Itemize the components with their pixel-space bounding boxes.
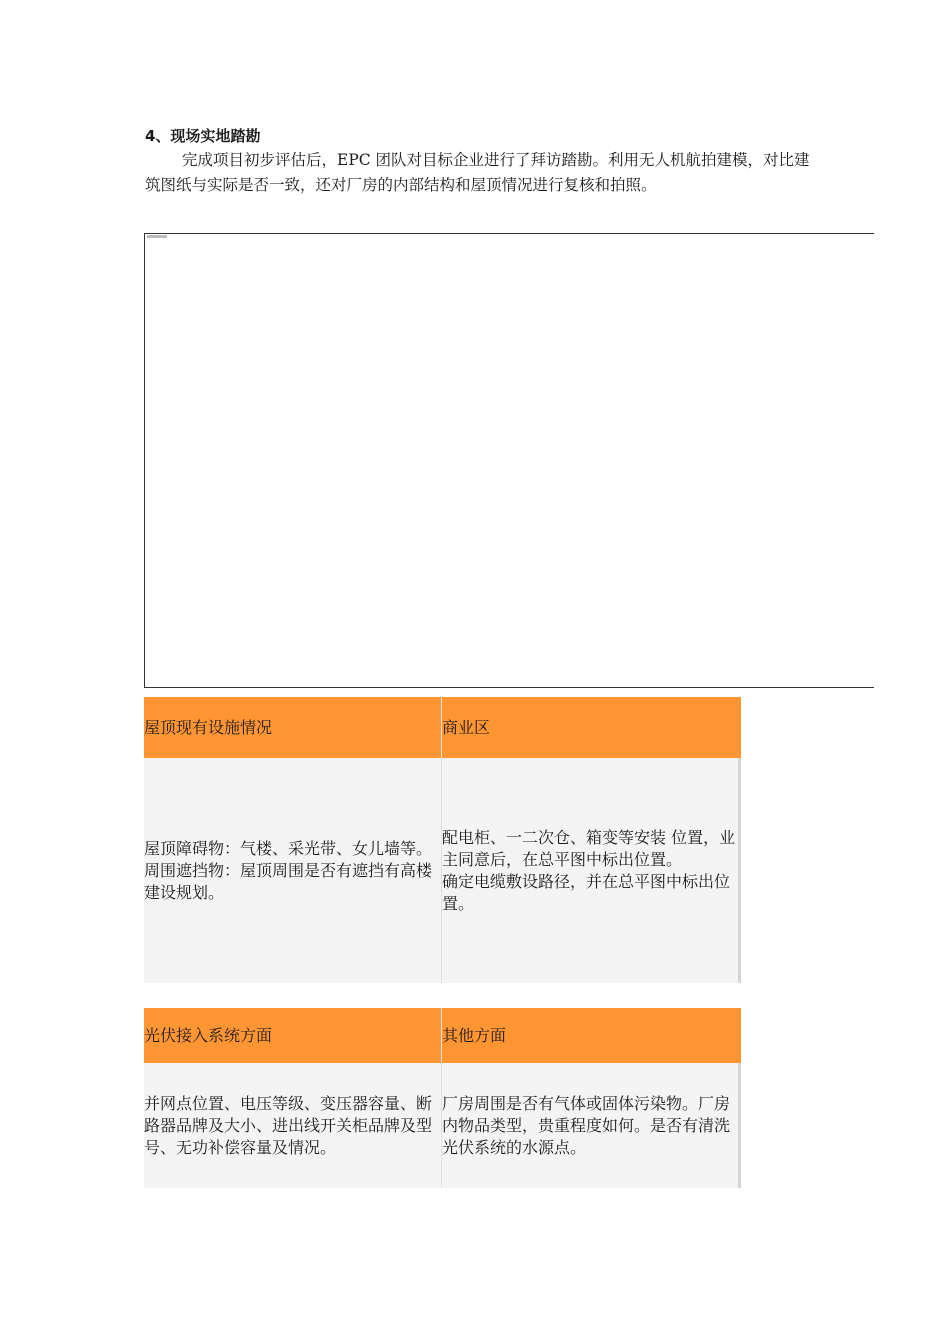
table-header-row <box>144 1008 741 1063</box>
header-cell-other: 其他方面 <box>441 1008 741 1063</box>
table-row <box>144 1063 741 1188</box>
grid-point-text: 并网点位置、电压等级、变压器容量、断路器品牌及大小、进出线开关柜品牌及型号、无功补偿容量及情况。 <box>144 1093 433 1157</box>
equipment-location-text: 配电柜、一二次仓、箱变等安装 位置，业主同意后，在总平图中标出位置。 <box>442 827 736 869</box>
rooftop-obstacles-text: 屋顶障碍物：气楼、采光带、女儿墙等。 <box>144 838 433 858</box>
rooftop-survey-table <box>144 697 741 983</box>
survey-image-placeholder <box>144 233 874 688</box>
table-header-row <box>144 697 741 758</box>
cell-pv-access-details <box>144 1063 441 1188</box>
header-cell-pv-access: 光伏接入系统方面 <box>144 1008 441 1063</box>
surrounding-shading-text: 周围遮挡物：屋顶周围是否有遮挡有高楼建设规划。 <box>144 860 433 902</box>
table-row <box>144 758 741 983</box>
pollution-water-text: 厂房周围是否有气体或固体污染物。厂房内物品类型，贵重程度如何。是否有清洗光伏系统的水源点。 <box>442 1093 731 1157</box>
cell-commercial-details <box>441 758 741 983</box>
header-cell-commercial: 商业区 <box>441 697 741 758</box>
intro-paragraph: 完成项目初步评估后，EPC 团队对目标企业进行了拜访踏勘。利用无人机航拍建模，对比建筑图纸与实际是否一致，还对厂房的内部结构和屋顶情况进行复核和拍照。 <box>145 151 810 194</box>
cell-rooftop-details <box>144 758 441 983</box>
image-caption-mark <box>147 235 167 238</box>
cable-route-text: 确定电缆敷设路径，并在总平图中标出位置。 <box>442 871 731 913</box>
section-heading: 4、现场实地踏勘 <box>145 127 261 145</box>
grid-connection-table <box>144 1008 741 1188</box>
header-cell-rooftop: 屋顶现有设施情况 <box>144 697 441 758</box>
cell-other-details <box>441 1063 741 1188</box>
